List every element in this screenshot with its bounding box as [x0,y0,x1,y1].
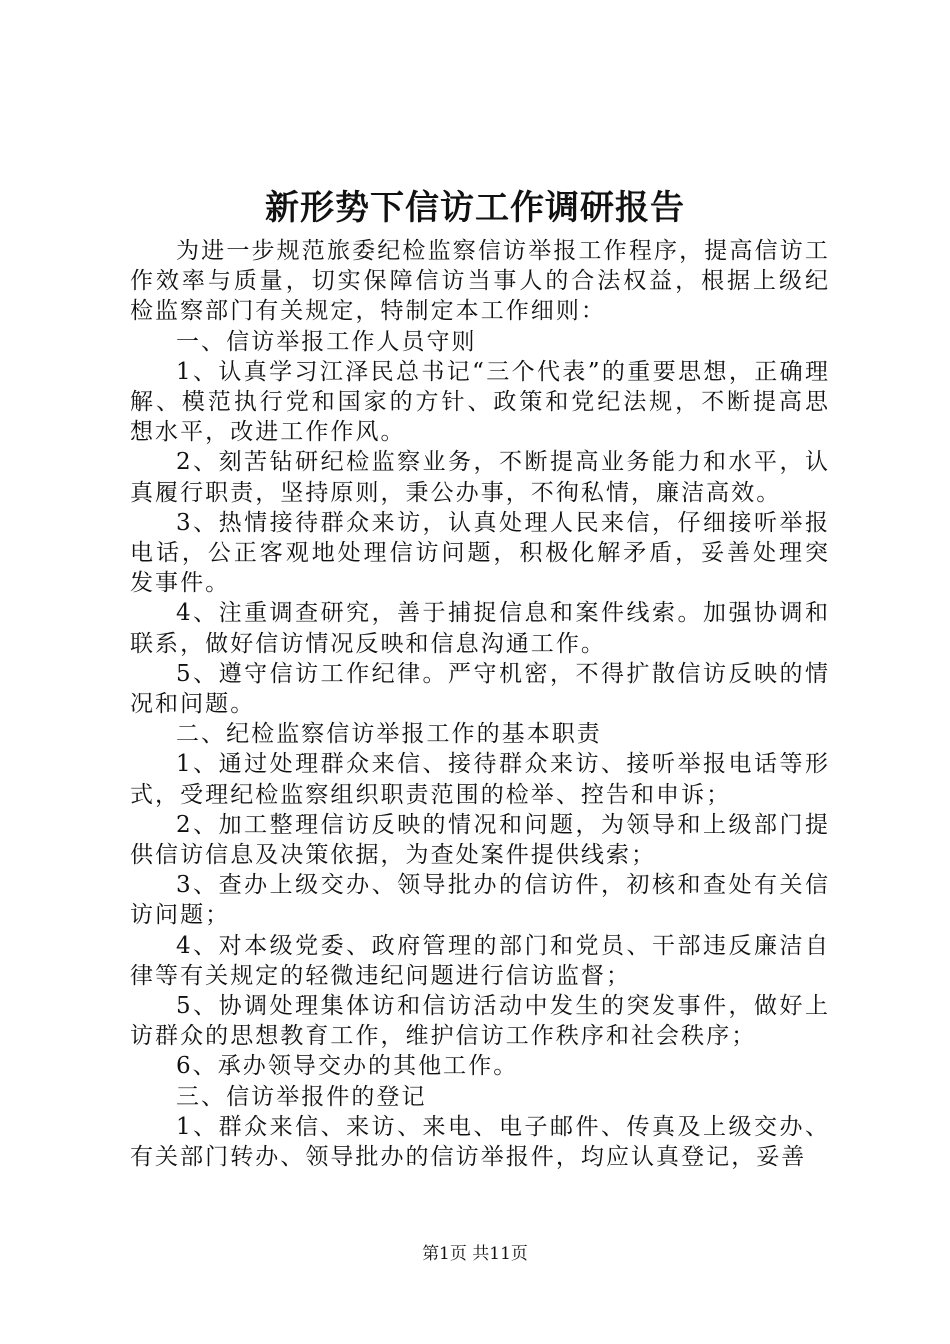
paragraph: 2、加工整理信访反映的情况和问题，为领导和上级部门提供信访信息及决策依据，为查处案件提供线索； [130,811,830,869]
paragraph: 4、对本级党委、政府管理的部门和党员、干部违反廉洁自律等有关规定的轻微违纪问题进行信访监督； [130,932,830,989]
paragraph: 1、群众来信、来访、来电、电子邮件、传真及上级交办、有关部门转办、领导批办的信访举报件，均应认真登记，妥善 [130,1113,830,1171]
paragraph: 5、遵守信访工作纪律。严守机密，不得扩散信访反映的情况和问题。 [130,660,830,718]
paragraph: 1、认真学习江泽民总书记“三个代表”的重要思想，正确理解、模范执行党和国家的方针、政策和党纪法规，不断提高思想水平，改进工作作风。 [130,358,830,446]
page-footer: 第1页 共11页 [422,1244,528,1264]
paragraph: 3、热情接待群众来访，认真处理人民来信，仔细接听举报电话，公正客观地处理信访问题，积极化解矛盾，妥善处理突发事件。 [130,509,830,597]
paragraph: 1、通过处理群众来信、接待群众来访、接听举报电话等形式，受理纪检监察组织职责范围的检举、控告和申诉； [130,751,830,808]
paragraph: 为进一步规范旅委纪检监察信访举报工作程序，提高信访工作效率与质量，切实保障信访当事人的合法权益，根据上级纪检监察部门有关规定，特制定本工作细则： [130,238,830,325]
paragraph: 4、注重调查研究，善于捕捉信息和案件线索。加强协调和联系，做好信访情况反映和信息沟通工作。 [130,600,830,657]
paragraph: 5、协调处理集体访和信访活动中发生的突发事件，做好上访群众的思想教育工作，维护信访工作秩序和社会秩序； [130,993,830,1050]
document-body [130,236,830,1172]
section-heading: 一、信访举报工作人员守则 [176,328,477,355]
paragraph: 2、刻苦钻研纪检监察业务，不断提高业务能力和水平，认真履行职责，坚持原则，秉公办事，不徇私情，廉洁高效。 [130,449,830,506]
section-heading: 二、纪检监察信访举报工作的基本职责 [176,721,602,748]
document-title: 新形势下信访工作调研报告 [265,188,685,228]
section-heading: 三、信访举报件的登记 [176,1083,427,1110]
paragraph: 3、查办上级交办、领导批办的信访件，初核和查处有关信访问题； [130,872,830,929]
paragraph: 6、承办领导交办的其他工作。 [176,1053,519,1080]
